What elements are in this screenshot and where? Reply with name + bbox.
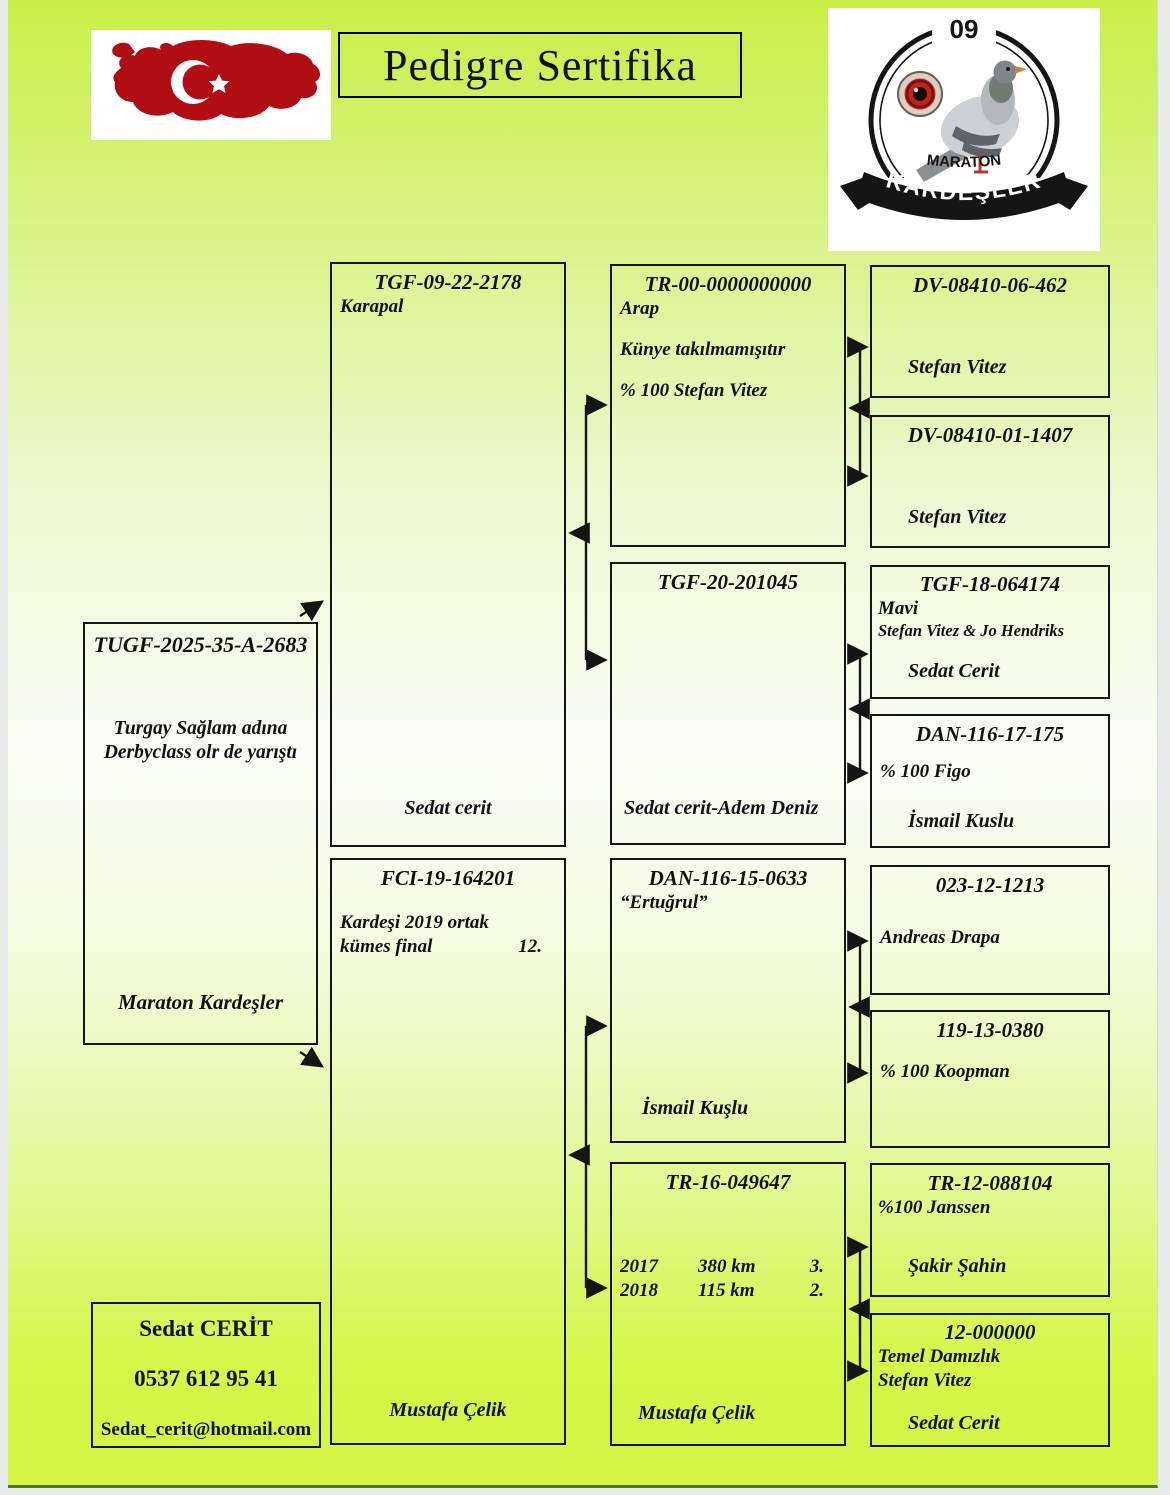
ring-number: DV-08410-01-1407 xyxy=(907,423,1073,447)
pedigree-box-subject xyxy=(83,622,318,1045)
pigeon-name: “Ertuğrul” xyxy=(620,892,708,914)
owner-name: Mustafa Çelik xyxy=(389,1399,507,1421)
ring-number: 12-000000 xyxy=(944,1320,1036,1344)
ring-number: TGF-20-201045 xyxy=(658,570,798,594)
owner-name: Sedat Cerit xyxy=(908,1412,1000,1434)
pigeon-name: Mavi xyxy=(878,598,919,620)
pedigree-box-dam-dam xyxy=(610,1162,846,1446)
pedigree-box-sire xyxy=(330,262,566,847)
owner-name: Sedat cerit-Adem Deniz xyxy=(624,797,819,819)
ring-number: 119-13-0380 xyxy=(936,1018,1044,1042)
dam-result: 12. xyxy=(518,936,542,957)
pedigree-box-sdd xyxy=(870,714,1110,848)
pedigree-box-dds xyxy=(870,1163,1110,1297)
race-distance: 115 km xyxy=(698,1280,755,1301)
pedigree-box-ssd xyxy=(870,415,1110,548)
note-line2: % 100 Stefan Vitez xyxy=(620,379,768,401)
note-line: % 100 Figo xyxy=(880,761,971,783)
note-line: % 100 Koopman xyxy=(880,1061,1010,1083)
race-distance: 380 km xyxy=(698,1256,756,1278)
owner-name: İsmail Kuslu xyxy=(908,810,1015,832)
pigeon-eye-icon xyxy=(898,72,942,116)
pigeon-name: %100 Janssen xyxy=(878,1197,991,1219)
owner-name: Stefan Vitez xyxy=(908,356,1007,378)
certificate-title-box xyxy=(338,32,742,98)
certificate-page xyxy=(8,0,1158,1488)
pedigree-box-dam xyxy=(330,858,566,1445)
pedigree-box-dss xyxy=(870,865,1110,995)
contact-email: Sedat_cerit@hotmail.com xyxy=(100,1419,312,1440)
ring-number: TGF-18-064174 xyxy=(920,572,1060,596)
page-title: Pedigre Sertifika xyxy=(383,40,697,90)
ring-number: DV-08410-06-462 xyxy=(913,273,1067,297)
pedigree-box-dsd xyxy=(870,1010,1110,1148)
pedigree-box-dam-sire xyxy=(610,858,846,1143)
owner-name: Sedat cerit xyxy=(404,797,492,819)
pedigree-box-ddd xyxy=(870,1313,1110,1447)
ring-number: TR-16-049647 xyxy=(665,1170,791,1194)
ring-number: TR-12-088104 xyxy=(927,1171,1053,1195)
race-place: 3. xyxy=(809,1256,824,1278)
pigeon-name: Temel Damızlık xyxy=(878,1346,1001,1368)
subject-info-line1: Turgay Sağlam adına xyxy=(113,717,288,739)
race-result-row xyxy=(612,1279,844,1303)
ring-number: DAN-116-15-0633 xyxy=(648,866,808,890)
turkey-map-flag xyxy=(91,30,331,140)
race-year: 2018 xyxy=(620,1280,658,1301)
pedigree-box-sds xyxy=(870,565,1110,699)
owner-name: Sedat Cerit xyxy=(908,660,1000,682)
note-line1: Künye takılmamışıtır xyxy=(620,339,786,360)
pigeon-name2: Stefan Vitez xyxy=(878,1370,972,1391)
turkey-map-icon xyxy=(91,30,331,140)
ring-number: TGF-09-22-2178 xyxy=(374,270,522,294)
club-logo-badge xyxy=(828,8,1100,251)
logo-ribbon-bottom-text: KARDEŞLER xyxy=(883,166,1045,206)
ring-number: 023-12-1213 xyxy=(935,873,1045,897)
ring-number: TUGF-2025-35-A-2683 xyxy=(93,632,308,657)
owner-name: İsmail Kuşlu xyxy=(642,1097,749,1119)
pedigree-box-sire-sire xyxy=(610,264,846,547)
pedigree-box-sss xyxy=(870,265,1110,398)
race-place: 2. xyxy=(809,1280,824,1301)
owner-name: Stefan Vitez xyxy=(908,506,1007,528)
ring-number: TR-00-0000000000 xyxy=(644,272,812,296)
club-logo xyxy=(828,8,1100,251)
logo-ribbon-top-text: MARATON xyxy=(925,151,1003,172)
race-year: 2017 xyxy=(620,1256,658,1278)
owner-name: Mustafa Çelik xyxy=(638,1402,756,1424)
owner-name: Şakir Şahin xyxy=(908,1255,1007,1277)
dam-info-line1: Kardeşi 2019 ortak xyxy=(340,912,489,934)
contact-phone: 0537 612 95 41 xyxy=(134,1366,278,1391)
contact-name: Sedat CERİT xyxy=(139,1316,273,1341)
dam-info-line2: kümes final xyxy=(340,936,433,957)
subject-info-line2: Derbyclass olr de yarıştı xyxy=(103,741,298,763)
ring-number: FCI-19-164201 xyxy=(380,866,516,890)
contact-box xyxy=(91,1302,321,1448)
logo-number: 09 xyxy=(949,14,979,44)
pigeon-name: Arap xyxy=(620,298,660,320)
note-line: Andreas Drapa xyxy=(880,927,1000,949)
pigeon-name: Karapal xyxy=(340,296,404,318)
note-line: Stefan Vitez & Jo Hendriks xyxy=(878,621,1065,640)
pedigree-box-sire-dam xyxy=(610,562,846,845)
owner-name: Maraton Kardeşler xyxy=(117,989,284,1014)
ring-number: DAN-116-17-175 xyxy=(915,722,1065,746)
svg-text:MARATON xyxy=(926,152,1002,171)
race-result-row xyxy=(612,1255,844,1279)
